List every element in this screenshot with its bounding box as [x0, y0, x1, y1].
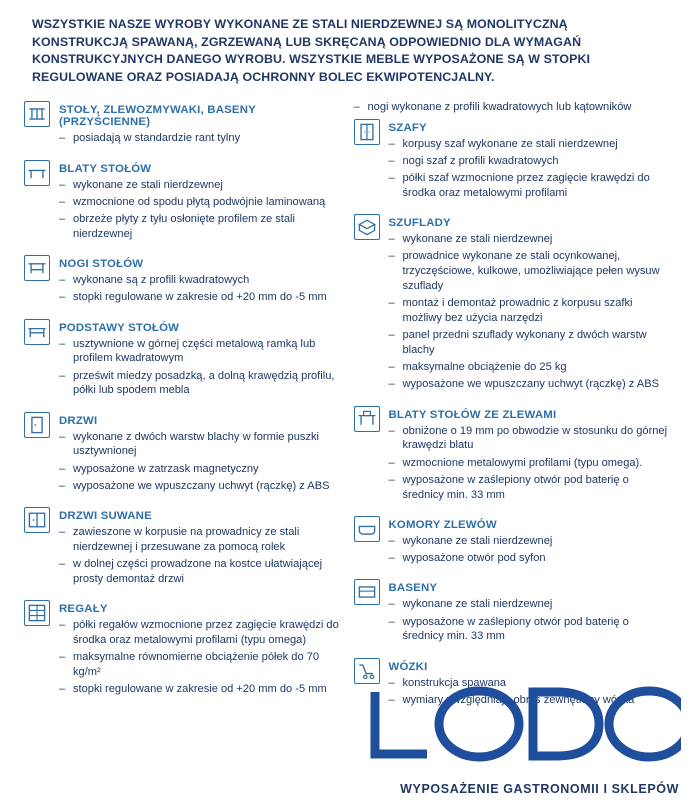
list-item: – nogi wykonane z profili kwadratowych lub kątowników	[354, 100, 670, 115]
section-body	[389, 213, 670, 395]
list-item: – montaż i demontaż prowadnic z korpusu szafki możliwy bez użycia narzędzi	[389, 296, 670, 326]
list-item: – wyposażone w zaślepiony otwór pod baterię o średnicy min. 33 mm	[389, 473, 670, 503]
section-title: DRZWI	[59, 414, 98, 427]
list-item: – wzmocnione metalowymi profilami (typu omega).	[389, 456, 670, 471]
section-item-list	[59, 273, 340, 305]
section-body	[59, 506, 340, 589]
table-legs-icon	[24, 255, 50, 281]
section-title: NOGI STOŁÓW	[59, 258, 144, 271]
right-column	[354, 100, 670, 720]
continued-item-list	[354, 100, 670, 115]
left-column	[24, 100, 340, 709]
section-item-list	[389, 424, 670, 503]
section-title: WÓZKI	[388, 660, 428, 673]
section-item-list	[389, 232, 670, 392]
section-title: BLATY STOŁÓW ZE ZLEWAMI	[388, 408, 557, 421]
section-body	[59, 159, 340, 245]
section-item-list	[389, 597, 670, 644]
list-item: – wykonane ze stali nierdzewnej	[389, 534, 670, 549]
brand-tagline: WYPOSAŻENIE GASTRONOMII I SKLEPÓW	[400, 782, 679, 796]
list-item: – usztywnione w górnej części metalową ramką lub profilem kwadratowym	[59, 337, 340, 367]
section-item-list	[59, 131, 340, 146]
list-item: – wykonane z dwóch warstw blachy w formie puszki usztywnionej	[59, 430, 340, 460]
section-title: REGAŁY	[59, 603, 108, 616]
section-body	[59, 100, 340, 148]
shelf-rack-icon	[24, 600, 50, 626]
list-item: – wyposażone w zatrzask magnetyczny	[59, 462, 340, 477]
list-item: – wyposażone otwór pod syfon	[389, 551, 670, 566]
section-wózki	[354, 657, 670, 711]
intro-paragraph: WSZYSTKIE NASZE WYROBY WYKONANE ZE STALI NIERDZEWNEJ SĄ MONOLITYCZNĄ KONSTRUKCJĄ SPAWANĄ, ZGRZEWANĄ LUB SKRĘCANĄ ODPOWIEDNIO DLA WYMAGAŃ KONSTRUKCYJNYCH DANEGO WYROBU. WSZYSTKIE MEBLE WYPOSAŻONE SĄ W STOPKI REGULOWANE ORAZ POSIADAJĄ OCHRONNY BOLEC EKWIPOTENCJALNY.	[32, 17, 591, 84]
table-top-icon	[24, 160, 50, 186]
section-drzwi-suwane	[24, 506, 340, 589]
section-item-list	[59, 178, 340, 242]
section-title: SZUFLADY	[388, 217, 451, 230]
section-body	[59, 411, 340, 497]
door-icon	[24, 412, 50, 438]
section-title: PODSTAWY STOŁÓW	[59, 321, 180, 334]
section-body	[59, 254, 340, 308]
list-item: – wzmocnione od spodu płytą podwójnie laminowaną	[59, 195, 340, 210]
list-item: – wykonane ze stali nierdzewnej	[389, 232, 670, 247]
list-item: – w dolnej części prowadzone na kostce ułatwiającej prosty demontaż drzwi	[59, 557, 340, 587]
section-body	[389, 578, 670, 646]
list-item: – panel przedni szuflady wykonany z dwóch warstw blachy	[389, 328, 670, 358]
list-item: – półki szaf wzmocnione przez zagięcie krawędzi do środka oraz metalowymi profilami	[389, 171, 670, 201]
list-item: – prześwit miedzy posadzką, a dolną krawędzią profilu, półki lub spodem mebla	[59, 369, 340, 399]
section-item-list	[389, 534, 670, 566]
list-item: – maksymalne równomierne obciążenie półek do 70 kg/m²	[59, 650, 340, 680]
section-item-list	[59, 618, 340, 697]
list-item: – nogi szaf z profili kwadratowych	[389, 154, 670, 169]
list-item: – wyposażone w zaślepiony otwór pod baterię o średnicy min. 33 mm	[389, 615, 670, 645]
section-body	[389, 515, 670, 569]
list-item: – wyposażone we wpuszczany uchwyt (rączkę) z ABS	[389, 377, 670, 392]
section-item-list	[389, 676, 670, 708]
list-item: – stopki regulowane w zakresie od +20 mm do -5 mm	[59, 682, 340, 697]
section-title: DRZWI SUWANE	[59, 510, 152, 523]
list-item: – posiadają w standardzie rant tylny	[59, 131, 340, 146]
section-title: SZAFY	[388, 121, 427, 134]
section-body	[389, 118, 670, 204]
list-item: – stopki regulowane w zakresie od +20 mm do -5 mm	[59, 290, 340, 305]
section-title: BLATY STOŁÓW	[59, 162, 152, 175]
list-item: – prowadnice wykonane ze stali ocynkowanej, trzyczęściowe, kulkowe, umożliwiające pełen wysuw szuflady	[389, 249, 670, 293]
section-body	[389, 405, 670, 505]
list-item: – wykonane są z profili kwadratowych	[59, 273, 340, 288]
section-item-list	[59, 525, 340, 587]
list-item: – obniżone o 19 mm po obwodzie w stosunku do górnej krawędzi blatu	[389, 424, 670, 454]
section-szafy	[354, 118, 670, 204]
table-base-icon	[24, 319, 50, 345]
section-body	[59, 599, 340, 699]
section-title: KOMORY ZLEWÓW	[388, 518, 497, 531]
basin-icon	[354, 579, 380, 605]
list-item: – zawieszone w korpusie na prowadnicy ze stali nierdzewnej i przesuwane za pomocą rolek	[59, 525, 340, 555]
section-drzwi	[24, 411, 340, 497]
cabinet-icon	[354, 119, 380, 145]
section-item-list	[59, 430, 340, 494]
section-stoły-zlewozmywaki-baseny-przyścienne	[24, 100, 340, 148]
list-item: – obrzeże płyty z tyłu osłonięte profilem ze stali nierdzewnej	[59, 212, 340, 242]
list-item: – wykonane ze stali nierdzewnej	[59, 178, 340, 193]
sliding-door-icon	[24, 507, 50, 533]
section-baseny	[354, 578, 670, 646]
list-item: – wykonane ze stali nierdzewnej	[389, 597, 670, 612]
section-title: STOŁY, ZLEWOZMYWAKI, BASENY (PRZYŚCIENNE)	[59, 104, 256, 129]
sink-table-icon	[354, 406, 380, 432]
list-item: – wymiary uwzględniają obrys zewnętrzny wózka	[389, 693, 670, 708]
section-podstawy-stołów	[24, 318, 340, 401]
section-blaty-stołów	[24, 159, 340, 245]
section-komory-zlewów	[354, 515, 670, 569]
list-item: – wyposażone we wpuszczany uchwyt (rączkę) z ABS	[59, 479, 340, 494]
section-body	[389, 657, 670, 711]
table-sink-icon	[24, 101, 50, 127]
section-nogi-stołów	[24, 254, 340, 308]
section-blaty-stołów-ze-zlewami	[354, 405, 670, 505]
section-regały	[24, 599, 340, 699]
section-item-list	[59, 337, 340, 399]
list-item: – korpusy szaf wykonane ze stali nierdzewnej	[389, 137, 670, 152]
list-item: – półki regałów wzmocnione przez zagięcie krawędzi do środka oraz metalowymi profilami (typu omega)	[59, 618, 340, 648]
list-item: – maksymalne obciążenie do 25 kg	[389, 360, 670, 375]
section-item-list	[389, 137, 670, 201]
drawer-icon	[354, 214, 380, 240]
sink-bowl-icon	[354, 516, 380, 542]
section-szuflady	[354, 213, 670, 395]
two-column-layout	[24, 100, 669, 720]
section-title: BASENY	[388, 582, 438, 595]
section-body	[59, 318, 340, 401]
trolley-icon	[354, 658, 380, 684]
list-item: – konstrukcja spawana	[389, 676, 670, 691]
